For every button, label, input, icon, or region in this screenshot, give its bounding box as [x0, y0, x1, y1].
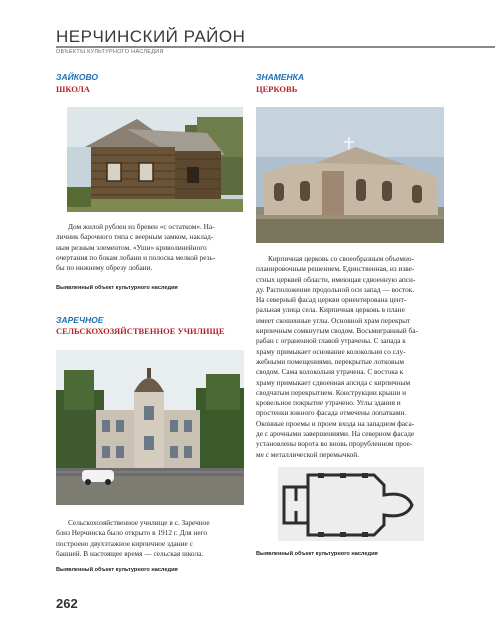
- church-ruin-photo: [256, 107, 444, 243]
- text-line: планировочным решением. Единственная, из изве-: [256, 264, 415, 274]
- text-line: ным резным элементом. «Уши» криволинейного: [56, 242, 207, 252]
- text-line: очертания по бокам лобани и полоска мелкой резь-: [56, 252, 216, 262]
- text-line: имеет скошенные углы. Основной храм перекрыт: [256, 315, 411, 325]
- text-line: жебными помещениями, перекрытые лотковым: [256, 356, 404, 366]
- church-description: [256, 254, 444, 460]
- text-line: де с арочными завершениями. На северном фасаде: [256, 429, 415, 439]
- page-number: 262: [56, 596, 78, 611]
- school-description: [56, 222, 242, 273]
- text-line: близ Нерчинска было открыто в 1912 г. Для него: [56, 528, 208, 538]
- text-line: кирпичным сомкнутым сводом. Восьмигранный ба-: [256, 326, 418, 336]
- page-header-title: НЕРЧИНСКИЙ РАЙОН: [56, 27, 246, 46]
- header-divider: [56, 46, 495, 48]
- text-line: рабан с ограненной главой утрачены. С запада к: [256, 336, 406, 346]
- text-line: стных церквей области, имеющая сдвоенную апси-: [256, 274, 416, 284]
- church-floor-plan: [278, 467, 424, 541]
- page-header-subtitle: ОБЪЕКТЫ КУЛЬТУРНОГО НАСЛЕДИЯ: [56, 49, 164, 55]
- text-line: Кирпичная церковь со своеобразным объемно-: [268, 254, 414, 263]
- log-house-photo: [67, 107, 243, 212]
- text-line: построено двухэтажное кирпичное здание с: [56, 538, 193, 548]
- object-name-school: ШКОЛА: [56, 84, 90, 94]
- text-line: башней. В настоящее время — сельская школа.: [56, 548, 204, 558]
- agricultural-school-description: [56, 518, 244, 559]
- object-name-agricultural-school: СЕЛЬСКОХОЗЯЙСТВЕННОЕ УЧИЛИЩЕ: [56, 326, 225, 336]
- status-label: Выявленный объект культурного наследия: [56, 567, 178, 573]
- object-name-church: ЦЕРКОВЬ: [256, 84, 298, 94]
- text-line: сводчатым перекрытием. Конструкции крыши и: [256, 387, 406, 397]
- text-line: установлены ворота во вновь прорубленном прое-: [256, 439, 413, 449]
- text-line: простенки южного фасада отмечены лопатками.: [256, 408, 407, 418]
- text-line: ме с металлической перемычкой.: [256, 449, 360, 459]
- text-line: храму примыкает основание колокольни со слу-: [256, 346, 406, 356]
- place-name-zarechnoe: ЗАРЕЧНОЕ: [56, 315, 104, 325]
- text-line: ду. Расположение продольной оси запад — восток.: [256, 284, 415, 294]
- text-line: На северный фасад церкви ориентирована цент-: [256, 295, 407, 305]
- text-line: личник барочного типа с веерным замком, наклад-: [56, 232, 214, 242]
- status-label: Выявленный объект культурного наследия: [56, 285, 178, 291]
- status-label: Выявленный объект культурного наследия: [256, 551, 378, 557]
- text-line: ральная улица села. Кирпичная церковь в плане: [256, 305, 405, 315]
- school-building-photo: [56, 350, 244, 505]
- text-line: Оконные проемы и проем входа на западном фаса-: [256, 418, 415, 428]
- text-line: сводом. Сама колокольня утрачена. С востока к: [256, 367, 404, 377]
- text-line: кровельное покрытие утрачено. Углы здания и: [256, 398, 401, 408]
- text-line: Сельскохозяйственное училище в с. Заречное: [68, 518, 210, 527]
- text-line: Дом жилой рублен из бревен «с остатком». На-: [68, 222, 215, 231]
- text-line: храму примыкает сдвоенная апсида с кирпичным: [256, 377, 411, 387]
- place-name-znamenka: ЗНАМЕНКА: [256, 72, 304, 82]
- place-name-zaykovo: ЗАЙКОВО: [56, 72, 98, 82]
- text-line: бы по нижнему обрезу лобани.: [56, 263, 153, 273]
